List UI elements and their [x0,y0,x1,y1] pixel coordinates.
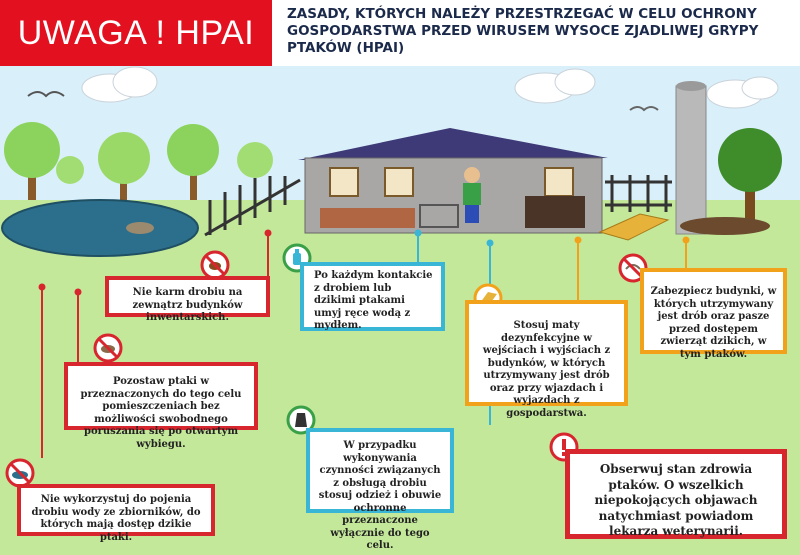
rule-wash-hands: Po każdym kontakcie z drobiem lub dzikimi ptakami umyj ręce wodą z mydłem. [300,262,445,331]
rule-secure-buildings: Zabezpiecz budynki, w których utrzymywany jest drób oraz pasze przed dostępem zwierząt dzikich, w tym ptaków. [640,268,787,354]
duck [126,222,154,234]
warning-badge: UWAGA ! HPAI [0,0,272,66]
farmer [463,167,481,223]
silo [676,81,706,234]
page-title: ZASADY, KTÓRYCH NALEŻY PRZESTRZEGAĆ W CELU OCHRONY GOSPODARSTWA PRZED WIRUSEM WYSOCE ZJADLIWEJ GRYPY PTAKÓW (HPAI) [287,6,759,56]
rule-keep-birds-indoors: Pozostaw ptaki w przeznaczonych do tego celu pomieszczeniach bez możliwości swobodnego poruszania się po otwartym wybiegu. [64,362,258,430]
pond [2,200,198,256]
feed-pile [680,217,770,235]
no-free-range-icon [93,333,123,363]
rule-no-wild-water: Nie wykorzystuj do pojenia drobiu wody ze zbiorników, do których mają dostęp dzikie ptaki. [17,484,215,536]
rule-monitor-health: Obserwuj stan zdrowia ptaków. O wszelkich niepokojących objawach natychmiast powiadom lekarza weterynarii. [565,449,787,539]
rule-protective-clothing: W przypadku wykonywania czynności związanych z obsługą drobiu stosuj odzież i obuwie ochronne przeznaczone wyłącznie do tego celu. [306,428,454,513]
rule-disinfection-mats: Stosuj maty dezynfekcyjne w wejściach i wyjściach z budynków, w których utrzymywany jest drób oraz przy wjazdach i wyjazdach z gospodarstwa. [465,300,628,406]
rule-no-outdoor-feeding: Nie karm drobiu na zewnątrz budynków inwentarskich. [105,276,270,317]
